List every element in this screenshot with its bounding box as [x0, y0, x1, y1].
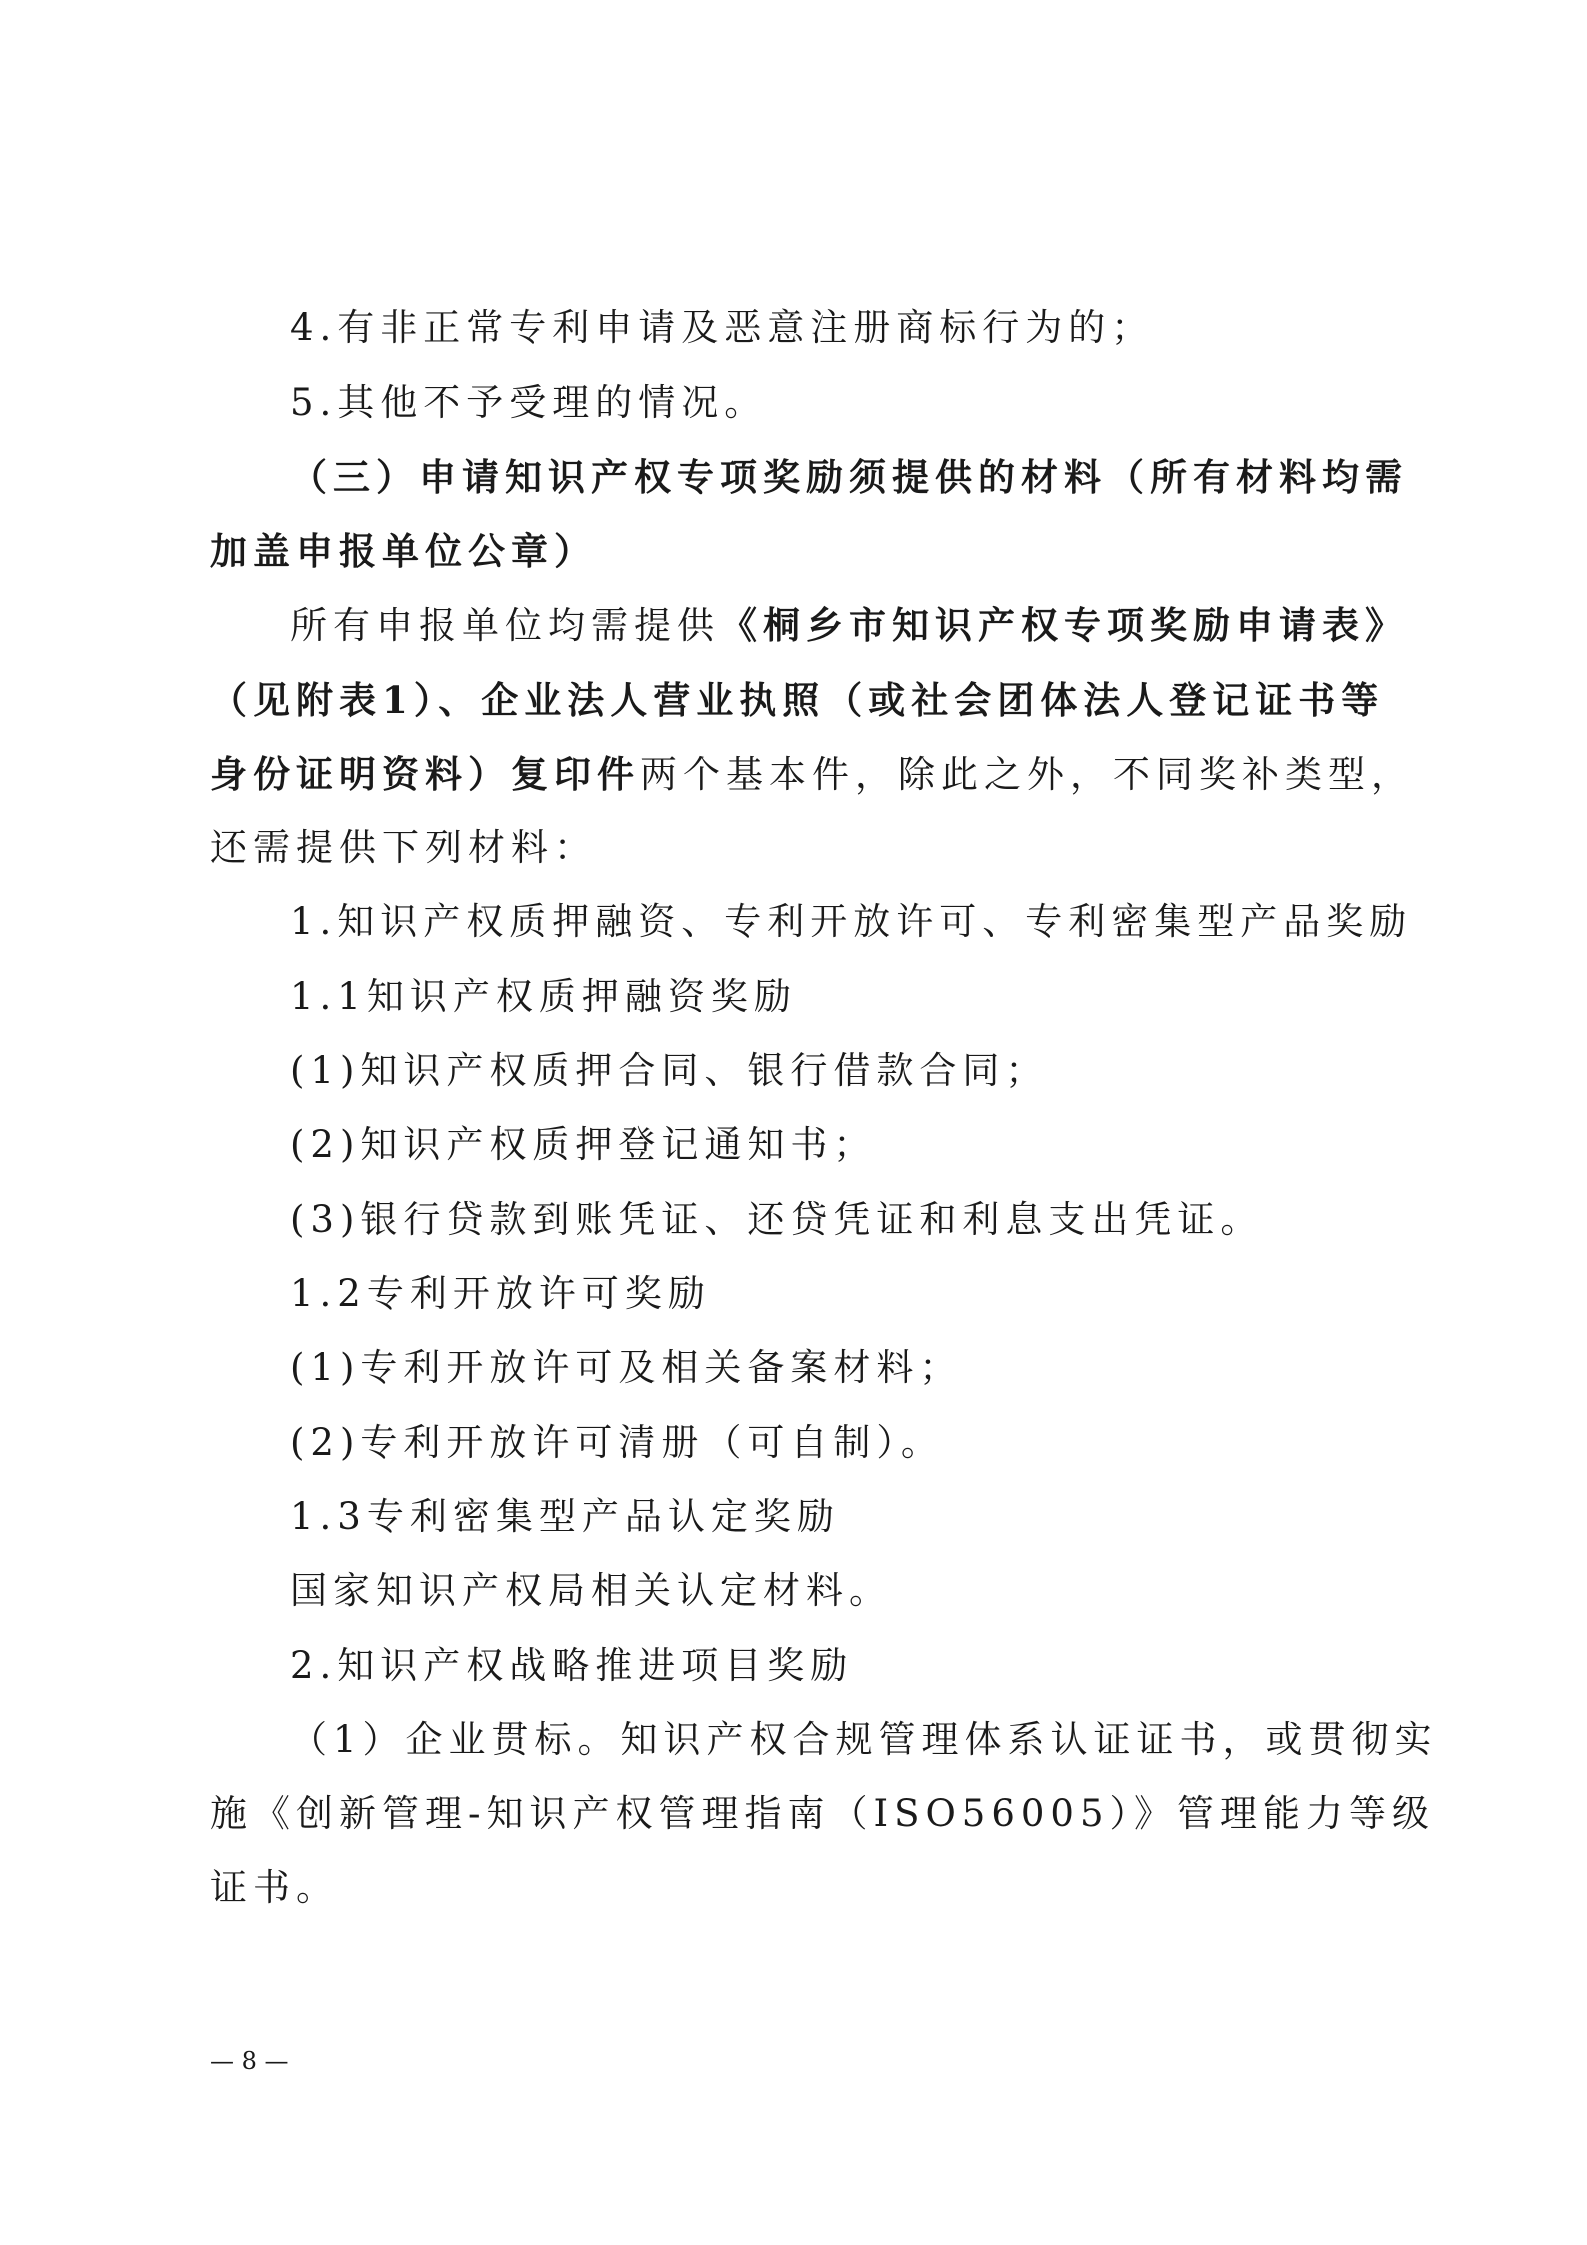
section-heading-line-2: [210, 525, 597, 577]
line-16: [290, 1417, 944, 1469]
line-15: [290, 1342, 962, 1394]
text-span: （1）企业贯标。知识产权合规管理体系认证证书，或贯彻实: [290, 1718, 1438, 1761]
text-span: 加盖申报单位公章）: [210, 529, 597, 573]
text-span: (1)知识产权质押合同、银行借款合同；: [290, 1049, 1049, 1092]
line-12: [290, 1119, 876, 1171]
text-span-bold: 身份证明资料）复印件: [210, 752, 640, 796]
text-span: 4.有非正常专利申请及恶意注册商标行为的；: [290, 306, 1155, 349]
line-18: [290, 1565, 892, 1617]
text-span: 所有申报单位均需提供: [290, 604, 720, 647]
line-2: [290, 377, 767, 429]
text-span: （见附表1）、企业法人营业执照（或社会团体法人登记证书等: [210, 678, 1385, 722]
text-span: 还需提供下列材料：: [210, 826, 597, 869]
text-span: 1.2专利开放许可奖励: [290, 1272, 711, 1315]
text-span: (2)知识产权质押登记通知书；: [290, 1123, 877, 1166]
text-span: 1.3专利密集型产品认定奖励: [290, 1495, 840, 1538]
text-span: 5.其他不予受理的情况。: [290, 381, 768, 424]
line-1: [290, 302, 1154, 354]
line-11: [290, 1045, 1048, 1097]
line-21: [210, 1788, 1435, 1840]
line-14: [290, 1268, 711, 1320]
line-22: [210, 1862, 339, 1914]
section-heading-line-1: [290, 451, 1408, 503]
line-17: [290, 1491, 840, 1543]
text-span: (1)专利开放许可及相关备案材料；: [290, 1346, 963, 1389]
text-span: (2)专利开放许可清册（可自制）。: [290, 1421, 944, 1464]
line-10: [290, 971, 797, 1023]
line-8: [210, 822, 597, 874]
text-span: （三）申请知识产权专项奖励须提供的材料（所有材料均需: [290, 455, 1408, 499]
text-span: 施《创新管理-知识产权管理指南（ISO56005）》管理能力等级: [210, 1792, 1435, 1835]
page-number: — 8 —: [210, 2047, 289, 2075]
text-span: (3)银行贷款到账凭证、还贷凭证和利息支出凭证。: [290, 1198, 1264, 1241]
text-span: 两个基本件，除此之外，不同奖补类型，: [640, 753, 1414, 796]
line-6: [210, 674, 1384, 726]
line-13: [290, 1194, 1263, 1246]
text-span-bold: 《桐乡市知识产权专项奖励申请表》: [720, 603, 1408, 647]
line-20: [290, 1714, 1438, 1766]
line-9: [290, 896, 1412, 948]
text-span: 1.知识产权质押融资、专利开放许可、专利密集型产品奖励: [290, 900, 1413, 943]
line-7: [210, 748, 1414, 801]
text-span: 证书。: [210, 1866, 339, 1909]
text-span: 2.知识产权战略推进项目奖励: [290, 1644, 854, 1687]
line-5: [290, 599, 1408, 652]
text-span: 1.1知识产权质押融资奖励: [290, 975, 797, 1018]
text-span: 国家知识产权局相关认定材料。: [290, 1569, 892, 1612]
line-19: [290, 1640, 853, 1692]
